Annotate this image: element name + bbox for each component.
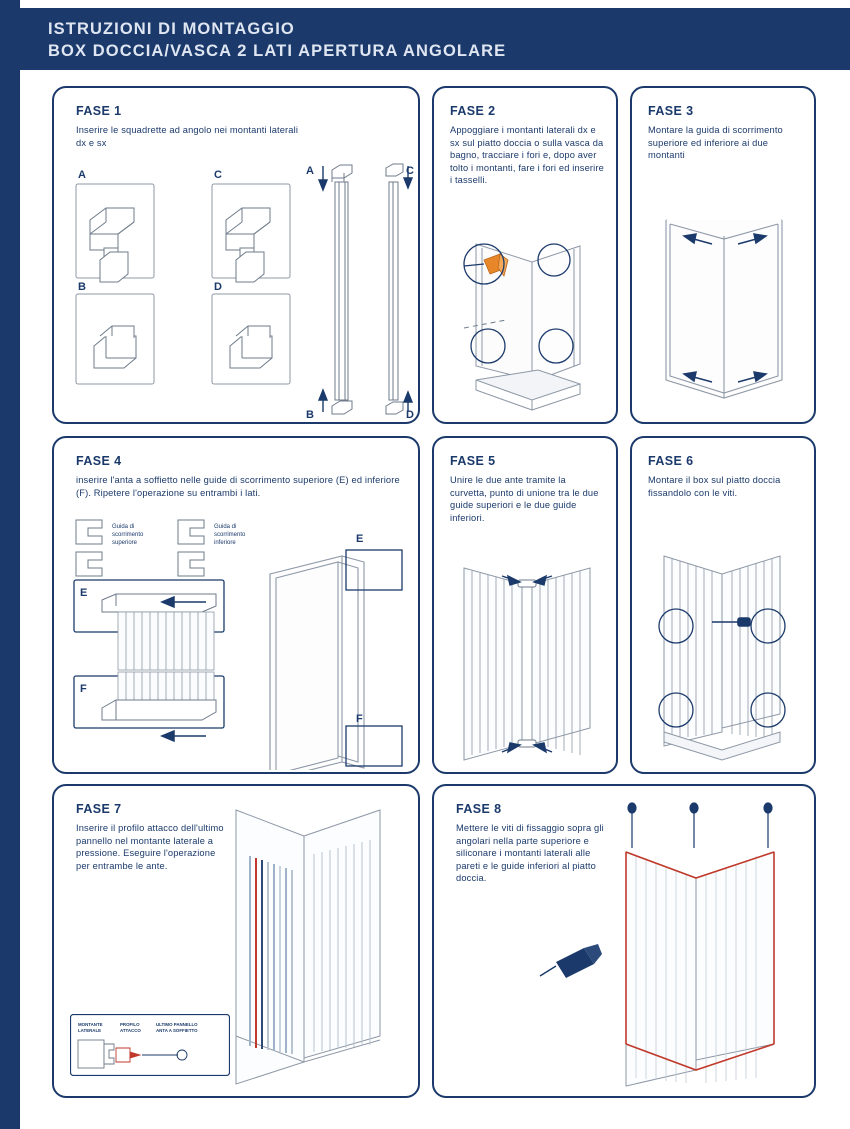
fase-4-callout-lower-line2: scorrimento (214, 532, 246, 538)
fase-1-arrow-label-C: C (406, 165, 414, 177)
fase-7-title: FASE 7 (76, 802, 122, 816)
fase-7-detail-label-montante-2: LATERALE (78, 1028, 102, 1033)
page-footer (20, 1100, 850, 1129)
fase-1-label-B: B (78, 281, 86, 293)
fase-2-title: FASE 2 (450, 104, 496, 118)
fase-5-title: FASE 5 (450, 454, 496, 468)
fase-4-label-F: F (80, 683, 87, 695)
fase-1-diagram (56, 160, 420, 420)
panel-fase-1 (52, 86, 420, 424)
fase-7-detail-inset (70, 1014, 230, 1076)
fase-7-description: Inserire il profilo attacco dell'ultimo pannello nel montante laterale a pressione. Eseguire l'operazione per entrambe le ante. (76, 823, 224, 871)
fase-6-description: Montare il box sul piatto doccia fissandolo con le viti. (648, 475, 781, 498)
header-title-line1: ISTRUZIONI DI MONTAGGIO (48, 20, 295, 38)
fase-7-detail-label-profilo-2: ATTACCO (120, 1028, 141, 1033)
fase-1-title: FASE 1 (76, 104, 122, 118)
fase-4-label-E: E (80, 587, 88, 599)
panel-fase-2 (432, 86, 618, 424)
fase-4-callout-upper-line1: Guida di (112, 524, 135, 530)
fase-7-detail-label-pannello-2: ANTA A SOFFIETTO (156, 1028, 198, 1033)
fase-5-description: Unire le due ante tramite la curvetta, punto di unione tra le due guide superiori e le due guide inferiori. (450, 475, 599, 523)
fase-4-diagram (56, 508, 420, 770)
fase-7-detail-label-profilo-1: PROFILO (120, 1022, 140, 1027)
panel-fase-3 (630, 86, 816, 424)
fase-1-arrow-label-D: D (406, 409, 414, 420)
fase-1-arrow-label-A: A (306, 165, 314, 177)
fase-3-title: FASE 3 (648, 104, 694, 118)
fase-8-description: Mettere le viti di fissaggio sopra gli angolari nella parte superiore e siliconare i montanti laterali alle pareti e le guide inferiori al piatto doccia. (456, 823, 604, 884)
fase-1-label-D: D (214, 281, 222, 293)
panel-fase-8 (432, 784, 816, 1098)
fase-2-description: Appoggiare i montanti laterali dx e sx sul piatto doccia o sulla vasca da bagno, tracciare i fori e, dopo aver tolto i montanti, fare i fori ed inserire i tasselli. (450, 125, 604, 186)
panel-fase-6 (630, 436, 816, 774)
fase-4-title: FASE 4 (76, 454, 122, 468)
left-blue-spine (0, 0, 20, 1129)
fase-2-diagram (436, 216, 618, 416)
fase-7-detail-label-montante-1: MONTANTE (78, 1022, 103, 1027)
fase-1-description: Inserire le squadrette ad angolo nei montanti laterali dx e sx (76, 125, 299, 148)
fase-1-label-C: C (214, 169, 222, 181)
fase-4-description: inserire l'anta a soffietto nelle guide di scorrimento superiore (E) ed inferiore (F). Ripetere l'operazione su entrambi i lati. (76, 475, 400, 498)
page-header (20, 8, 850, 70)
fase-4-frame-label-E: E (356, 533, 364, 545)
fase-4-callout-upper-line2: scorrimento (112, 532, 144, 538)
fase-4-frame-label-F: F (356, 713, 363, 725)
fase-6-title: FASE 6 (648, 454, 694, 468)
fase-3-diagram (634, 186, 816, 416)
fase-5-diagram (436, 544, 618, 766)
fase-8-diagram (436, 796, 816, 1096)
fase-4-callout-upper-line3: superiore (112, 540, 138, 546)
fase-4-callout-lower-line3: inferiore (214, 540, 236, 546)
fase-3-description: Montare la guida di scorrimento superiore ed inferiore ai due montanti (648, 125, 783, 161)
panel-fase-4 (52, 436, 420, 774)
fase-6-diagram (634, 530, 816, 768)
fase-1-arrow-label-B: B (306, 409, 314, 420)
header-title-line2: BOX DOCCIA/VASCA 2 LATI APERTURA ANGOLARE (48, 42, 507, 60)
fase-1-label-A: A (78, 169, 86, 181)
fase-4-callout-lower-line1: Guida di (214, 524, 237, 530)
fase-8-title: FASE 8 (456, 802, 502, 816)
panel-fase-7 (52, 784, 420, 1098)
fase-7-detail-label-pannello-1: ULTIMO PANNELLO (156, 1022, 198, 1027)
panel-fase-5 (432, 436, 618, 774)
